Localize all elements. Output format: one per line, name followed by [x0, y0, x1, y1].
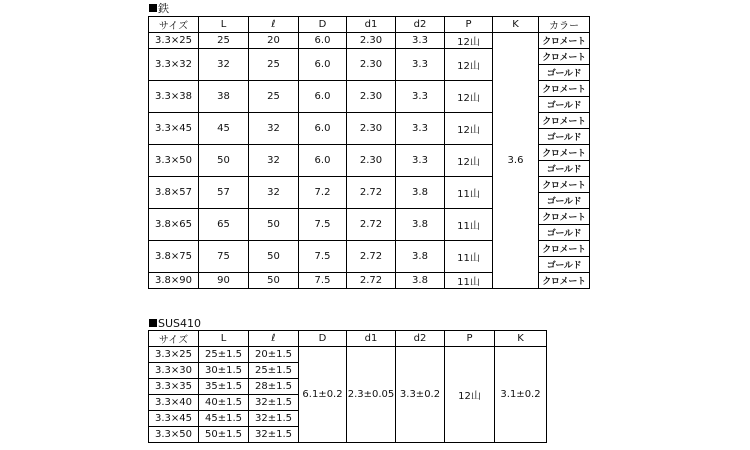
length-cell: 57	[199, 177, 249, 209]
length-cell: 45	[199, 113, 249, 145]
color-cell: ゴールド	[539, 65, 590, 81]
length-cell: 35±1.5	[199, 379, 249, 395]
length-cell: 38	[199, 81, 249, 113]
size-cell: 3.8×57	[149, 177, 199, 209]
k-value-cell: 3.6	[493, 33, 539, 289]
d2-cell: 3.8	[396, 209, 445, 241]
color-cell: ゴールド	[539, 193, 590, 209]
pitch-cell: 12山	[445, 33, 493, 49]
head-diameter-cell: 6.1±0.2	[299, 347, 347, 443]
head-diameter-cell: 6.0	[299, 81, 347, 113]
head-diameter-cell: 6.0	[299, 145, 347, 177]
color-cell: クロメート	[539, 33, 590, 49]
pitch-cell: 11山	[445, 241, 493, 273]
color-cell: クロメート	[539, 145, 590, 161]
thread-length-cell: 32	[249, 145, 299, 177]
thread-length-cell: 32±1.5	[249, 395, 299, 411]
length-cell: 30±1.5	[199, 363, 249, 379]
pitch-cell: 12山	[445, 49, 493, 81]
length-cell: 45±1.5	[199, 411, 249, 427]
color-cell: ゴールド	[539, 225, 590, 241]
size-cell: 3.3×32	[149, 49, 199, 81]
head-diameter-cell: 6.0	[299, 113, 347, 145]
thread-length-cell: 20±1.5	[249, 347, 299, 363]
section-title-iron	[149, 3, 169, 15]
pitch-cell: 12山	[445, 347, 495, 443]
d2-cell: 3.8	[396, 273, 445, 289]
length-cell: 65	[199, 209, 249, 241]
d2-cell: 3.8	[396, 177, 445, 209]
d2-cell: 3.3	[396, 49, 445, 81]
size-cell: 3.8×90	[149, 273, 199, 289]
color-cell: ゴールド	[539, 129, 590, 145]
color-cell: クロメート	[539, 113, 590, 129]
table-row	[149, 33, 590, 49]
d1-cell: 2.30	[347, 81, 396, 113]
column-header: K	[493, 17, 539, 33]
head-diameter-cell: 7.5	[299, 273, 347, 289]
head-diameter-cell: 6.0	[299, 49, 347, 81]
column-header: L	[199, 17, 249, 33]
column-header: d2	[396, 331, 445, 347]
d1-cell: 2.30	[347, 113, 396, 145]
column-header: d2	[396, 17, 445, 33]
thread-length-cell: 50	[249, 209, 299, 241]
column-header: サイズ	[149, 17, 199, 33]
header-row	[149, 331, 547, 347]
d2-cell: 3.3±0.2	[396, 347, 445, 443]
k-value-cell: 3.1±0.2	[495, 347, 547, 443]
size-cell: 3.3×50	[149, 427, 199, 443]
column-header: P	[445, 331, 495, 347]
thread-length-cell: 50	[249, 241, 299, 273]
thread-length-cell: 32±1.5	[249, 411, 299, 427]
column-header: D	[299, 17, 347, 33]
length-cell: 50	[199, 145, 249, 177]
length-cell: 90	[199, 273, 249, 289]
column-header: サイズ	[149, 331, 199, 347]
size-cell: 3.3×50	[149, 145, 199, 177]
size-cell: 3.8×65	[149, 209, 199, 241]
column-header: d1	[347, 331, 396, 347]
pitch-cell: 12山	[445, 81, 493, 113]
square-bullet-icon	[149, 4, 157, 12]
color-cell: ゴールド	[539, 257, 590, 273]
length-cell: 50±1.5	[199, 427, 249, 443]
d2-cell: 3.3	[396, 145, 445, 177]
thread-length-cell: 20	[249, 33, 299, 49]
length-cell: 75	[199, 241, 249, 273]
thread-length-cell: 25	[249, 81, 299, 113]
thread-length-cell: 28±1.5	[249, 379, 299, 395]
d2-cell: 3.3	[396, 33, 445, 49]
length-cell: 25	[199, 33, 249, 49]
length-cell: 32	[199, 49, 249, 81]
color-cell: クロメート	[539, 49, 590, 65]
color-cell: クロメート	[539, 273, 590, 289]
square-bullet-icon	[149, 319, 157, 327]
d2-cell: 3.3	[396, 81, 445, 113]
size-cell: 3.3×45	[149, 113, 199, 145]
pitch-cell: 11山	[445, 209, 493, 241]
color-cell: クロメート	[539, 81, 590, 97]
thread-length-cell: 32	[249, 113, 299, 145]
size-cell: 3.8×75	[149, 241, 199, 273]
column-header: カラー	[539, 17, 590, 33]
pitch-cell: 12山	[445, 145, 493, 177]
d1-cell: 2.30	[347, 49, 396, 81]
color-cell: クロメート	[539, 209, 590, 225]
d1-cell: 2.30	[347, 145, 396, 177]
header-row	[149, 17, 590, 33]
size-cell: 3.3×30	[149, 363, 199, 379]
d1-cell: 2.72	[347, 209, 396, 241]
length-cell: 25±1.5	[199, 347, 249, 363]
size-cell: 3.3×40	[149, 395, 199, 411]
thread-length-cell: 25±1.5	[249, 363, 299, 379]
pitch-cell: 11山	[445, 273, 493, 289]
color-cell: ゴールド	[539, 97, 590, 113]
thread-length-cell: 25	[249, 49, 299, 81]
color-cell: クロメート	[539, 177, 590, 193]
table-row	[149, 347, 547, 363]
column-header: ℓ	[249, 17, 299, 33]
d1-cell: 2.72	[347, 177, 396, 209]
pitch-cell: 11山	[445, 177, 493, 209]
column-header: P	[445, 17, 493, 33]
size-cell: 3.3×38	[149, 81, 199, 113]
head-diameter-cell: 6.0	[299, 33, 347, 49]
size-cell: 3.3×25	[149, 33, 199, 49]
size-cell: 3.3×25	[149, 347, 199, 363]
length-cell: 40±1.5	[199, 395, 249, 411]
section-title-iron-text: 鉄	[158, 2, 169, 15]
head-diameter-cell: 7.2	[299, 177, 347, 209]
column-header: L	[199, 331, 249, 347]
d1-cell: 2.30	[347, 33, 396, 49]
size-cell: 3.3×35	[149, 379, 199, 395]
d2-cell: 3.3	[396, 113, 445, 145]
iron-spec-table	[148, 16, 590, 289]
d1-cell: 2.72	[347, 273, 396, 289]
column-header: ℓ	[249, 331, 299, 347]
head-diameter-cell: 7.5	[299, 209, 347, 241]
color-cell: クロメート	[539, 241, 590, 257]
thread-length-cell: 32±1.5	[249, 427, 299, 443]
pitch-cell: 12山	[445, 113, 493, 145]
column-header: K	[495, 331, 547, 347]
sus410-spec-table	[148, 330, 547, 443]
column-header: d1	[347, 17, 396, 33]
column-header: D	[299, 331, 347, 347]
size-cell: 3.3×45	[149, 411, 199, 427]
thread-length-cell: 50	[249, 273, 299, 289]
color-cell: ゴールド	[539, 161, 590, 177]
d2-cell: 3.8	[396, 241, 445, 273]
d1-cell: 2.3±0.05	[347, 347, 396, 443]
section-title-sus410	[149, 318, 201, 330]
d1-cell: 2.72	[347, 241, 396, 273]
section-title-sus410-text: SUS410	[158, 317, 202, 330]
thread-length-cell: 32	[249, 177, 299, 209]
head-diameter-cell: 7.5	[299, 241, 347, 273]
